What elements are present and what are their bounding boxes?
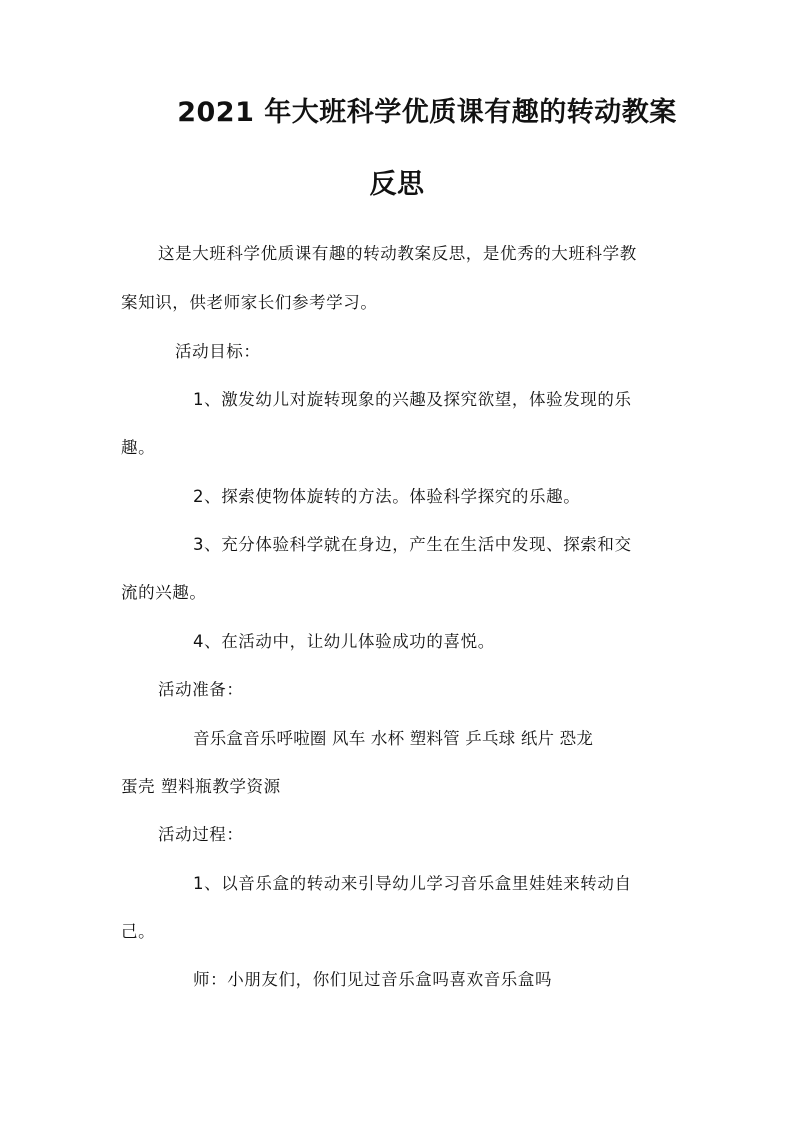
document-title-line-2: 反思 bbox=[369, 169, 425, 200]
prep-line-1: 音乐盒音乐呼啦圈 风车 水杯 塑料管 乒乓球 纸片 恐龙 bbox=[193, 729, 594, 748]
goal-4: 4、在活动中，让幼儿体验成功的喜悦。 bbox=[193, 632, 495, 651]
goal-1-line-2: 趣。 bbox=[121, 438, 156, 457]
goal-1-line-1: 1、激发幼儿对旋转现象的兴趣及探究欲望，体验发现的乐 bbox=[193, 390, 632, 409]
goal-3-line-2: 流的兴趣。 bbox=[121, 583, 207, 602]
goal-2: 2、探索使物体旋转的方法。体验科学探究的乐趣。 bbox=[193, 487, 581, 506]
goals-heading: 活动目标： bbox=[175, 342, 261, 361]
intro-line-2: 案知识，供老师家长们参考学习。 bbox=[121, 293, 378, 312]
prep-line-2: 蛋壳 塑料瓶教学资源 bbox=[121, 777, 281, 796]
step-1-line-1: 1、以音乐盒的转动来引导幼儿学习音乐盒里娃娃来转动自 bbox=[193, 874, 632, 893]
goal-3-line-1: 3、充分体验科学就在身边，产生在生活中发现、探索和交 bbox=[193, 535, 632, 554]
intro-line-1: 这是大班科学优质课有趣的转动教案反思，是优秀的大班科学教 bbox=[158, 244, 637, 263]
step-1-line-2: 己。 bbox=[121, 922, 156, 941]
teacher-dialogue-line: 师：小朋友们，你们见过音乐盒吗喜欢音乐盒吗 bbox=[193, 970, 553, 989]
prep-heading: 活动准备： bbox=[158, 680, 244, 699]
document-title-line-1: 2021 年大班科学优质课有趣的转动教案 bbox=[177, 97, 677, 128]
process-heading: 活动过程： bbox=[158, 825, 244, 844]
